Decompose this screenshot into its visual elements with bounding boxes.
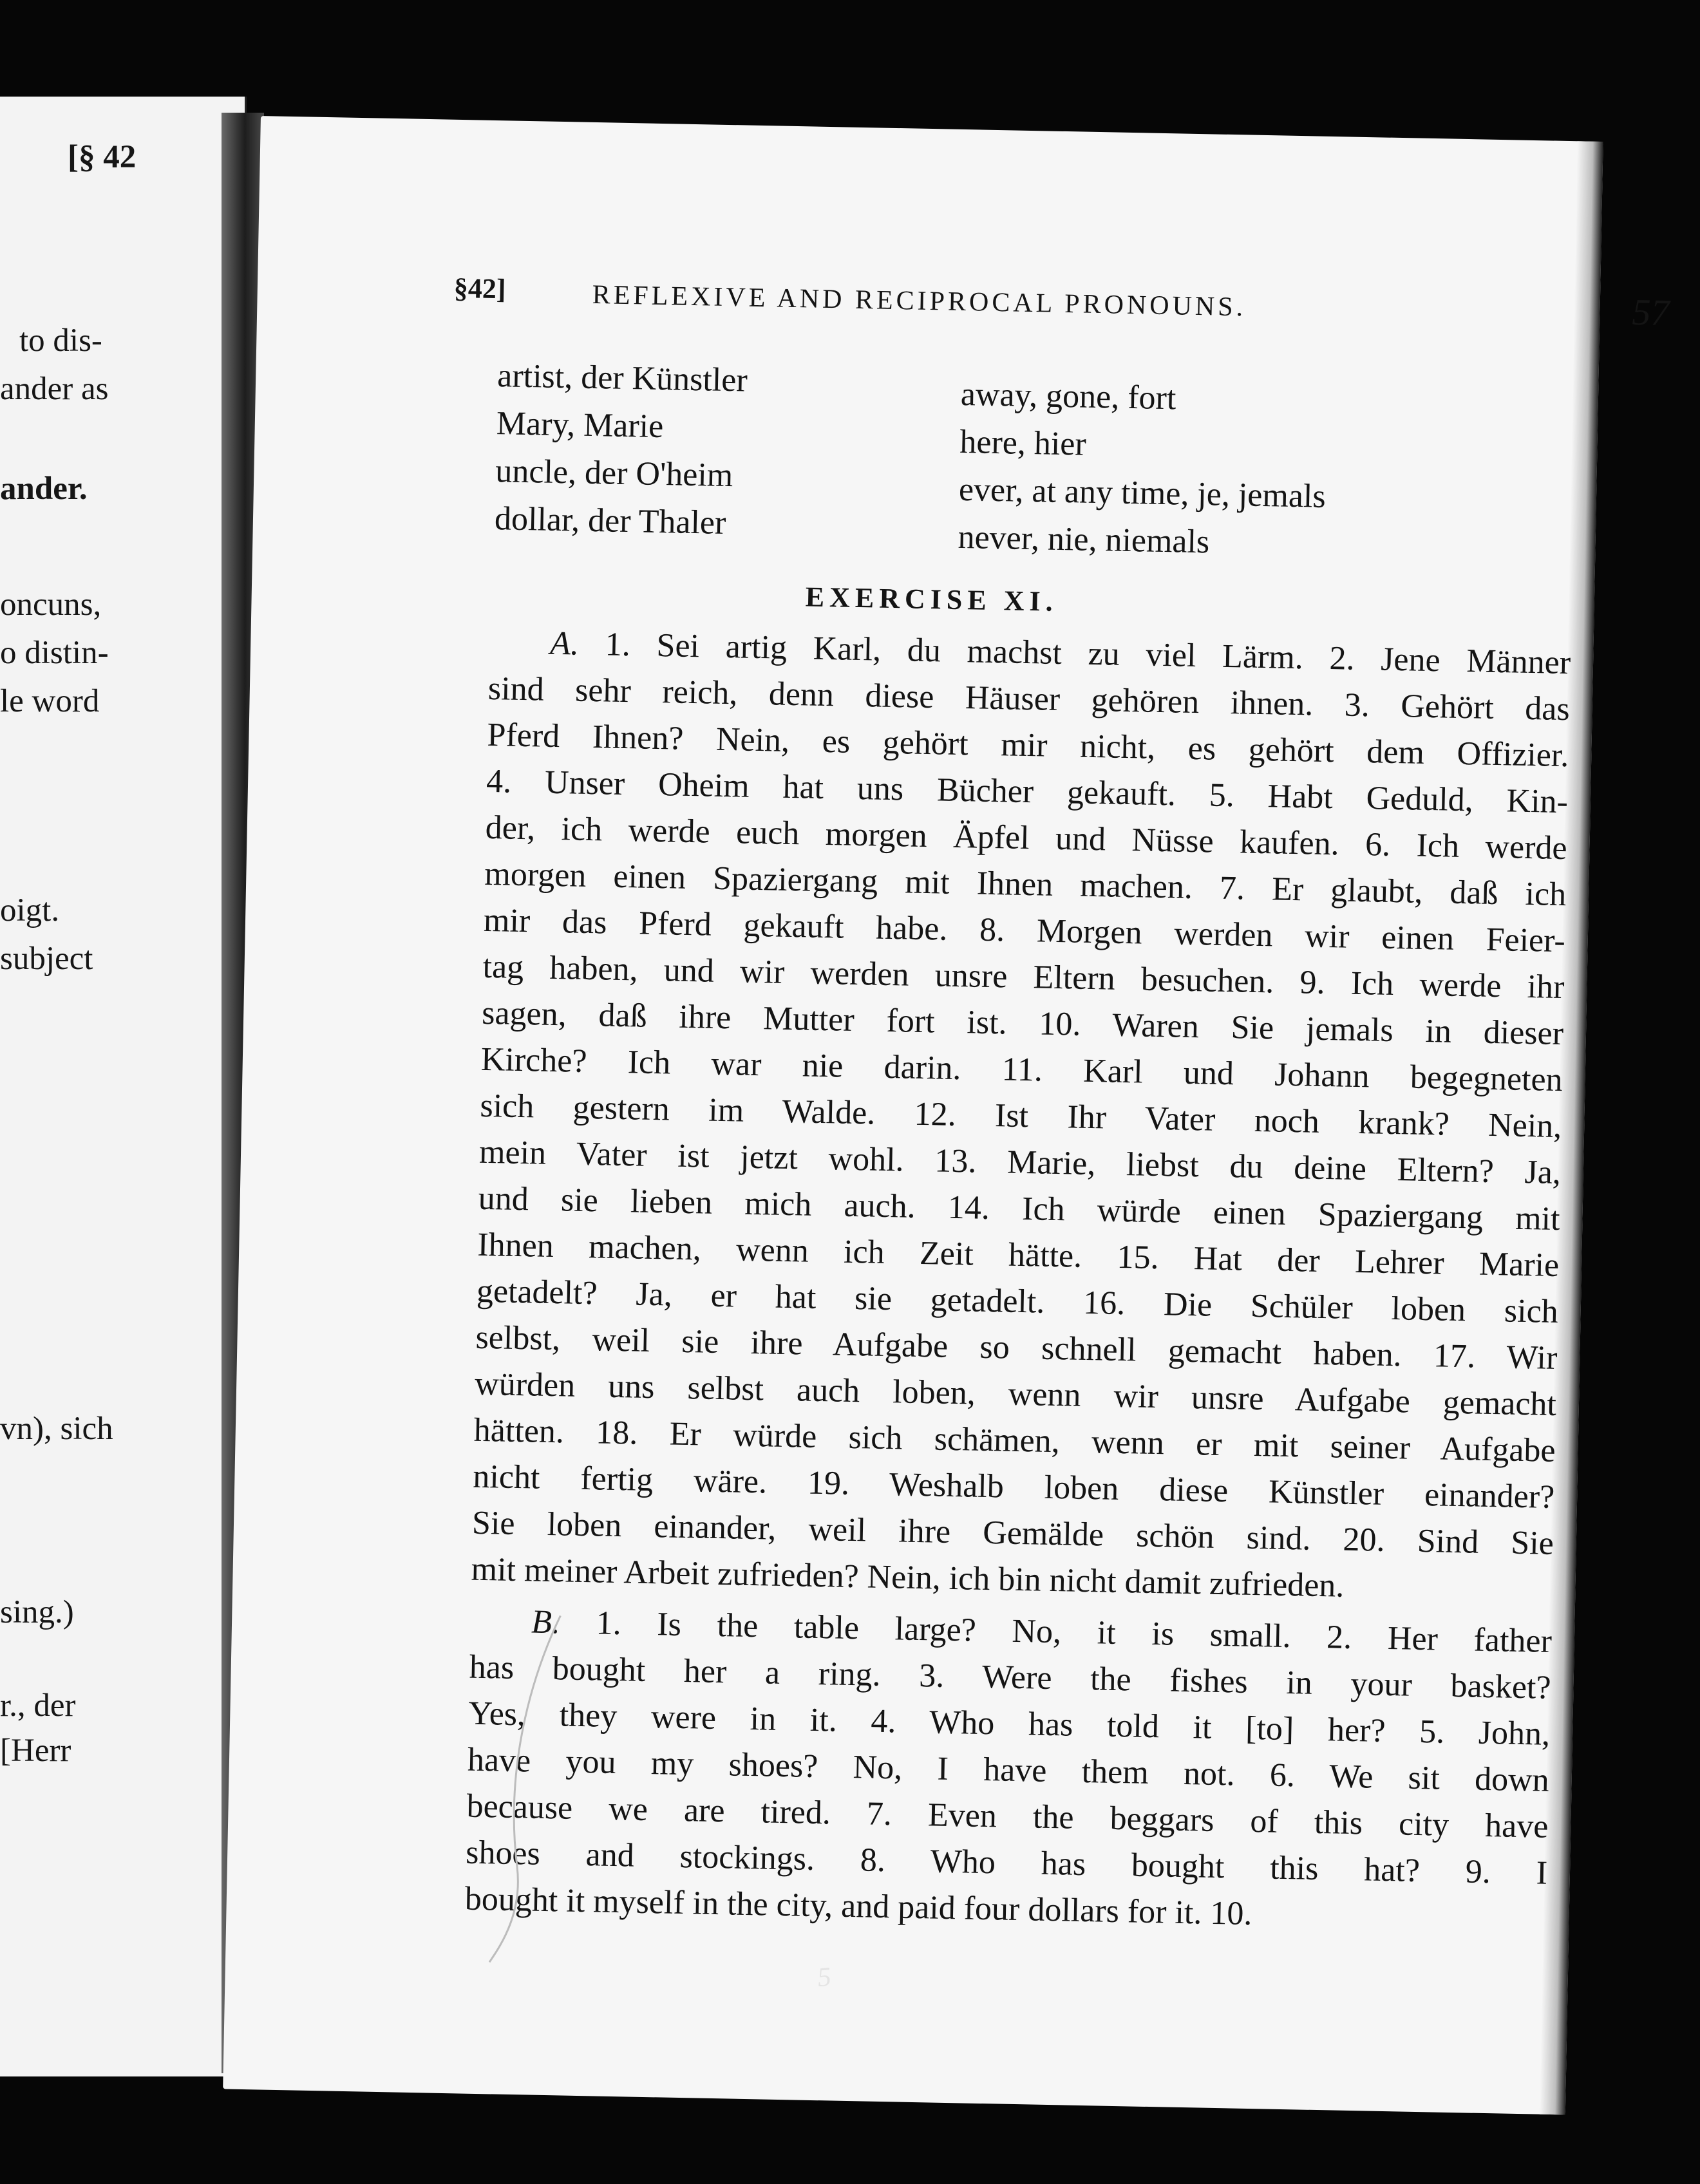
right-page — [223, 116, 1670, 2114]
line-text: mit meiner Arbeit zufrieden? Nein, ich bin nicht damit zufrieden. — [471, 1550, 1345, 1605]
left-page-line: r., der — [0, 1688, 76, 1724]
vocab-entry: artist, der Künstler — [496, 357, 748, 399]
line-text: morgen einen Spaziergang mit Ihnen machen. 7. Er glaubt, daß ich — [484, 855, 1567, 914]
line-text: Yes, they were in it. 4. Who has told it [to] her? 5. John, — [468, 1695, 1551, 1753]
left-page-line: oigt. — [0, 892, 60, 928]
vocab-entry: away, gone, fort — [960, 375, 1176, 417]
vocab-entry: ever, at any time, je, jemals — [958, 471, 1327, 515]
line-text: getadelt? Ja, er hat sie getadelt. 16. Die Schüler loben sich — [476, 1272, 1559, 1331]
line-text: because we are tired. 7. Even the beggars of this city have — [466, 1787, 1549, 1845]
part-label: B. — [531, 1603, 561, 1641]
line-text: 1. Is the table large? No, it is small. 2. Her father — [596, 1605, 1553, 1660]
line-text: sind sehr reich, denn diese Häuser gehören ihnen. 3. Gehört das — [487, 670, 1571, 728]
left-facing-page — [0, 97, 247, 2076]
line-text: selbst, weil sie ihre Aufgabe so schnell gemacht haben. 17. Wir — [475, 1319, 1558, 1377]
line-text: nicht fertig wäre. 19. Weshalb loben diese Künstler einander? — [472, 1458, 1555, 1516]
left-page-line: sing.) — [0, 1594, 74, 1630]
vocab-entry: never, nie, niemals — [958, 518, 1210, 561]
line-text: hätten. 18. Er würde sich schämen, wenn er mit seiner Aufgabe — [473, 1411, 1556, 1469]
line-text: tag haben, und wir werden unsre Eltern besuchen. 9. Ich werde ihr — [482, 948, 1565, 1006]
line-text: Ihnen machen, wenn ich Zeit hätte. 15. Hat der Lehrer Marie — [477, 1226, 1560, 1285]
line-text: sagen, daß ihre Mutter fort ist. 10. Waren Sie jemals in dieser — [481, 994, 1564, 1053]
line-text: have you my shoes? No, I have them not. 6. We sit down — [467, 1741, 1550, 1799]
page-number: 57 — [1631, 290, 1670, 334]
signature-mark: 5 — [816, 1962, 833, 1993]
left-page-line: o distin- — [0, 635, 109, 671]
line-text: bought it myself in the city, and paid four dollars for it. 10. — [464, 1880, 1252, 1933]
chapter-title: REFLEXIVE AND RECIPROCAL PRONOUNS. — [592, 279, 1247, 323]
left-page-line: [§ 42 — [68, 139, 137, 175]
section-reference: §42] — [453, 272, 507, 305]
left-page-line: oncuns, — [0, 587, 102, 623]
line-text: 4. Unser Oheim hat uns Bücher gekauft. 5. Habt Geduld, Kin- — [486, 762, 1569, 821]
line-text: shoes and stockings. 8. Who has bought this hat? 9. I — [465, 1834, 1548, 1892]
line-text: mir das Pferd gekauft habe. 8. Morgen werden wir einen Feier- — [483, 901, 1566, 960]
running-head — [453, 268, 1697, 337]
vocab-entry: here, hier — [959, 423, 1087, 463]
exercise-title: EXERCISE XI. — [805, 581, 1059, 617]
line-text: has bought her a ring. 3. Were the fishes in your basket? — [469, 1648, 1552, 1706]
line-text: Sie loben einander, weil ihre Gemälde schön sind. 20. Sind Sie — [471, 1504, 1554, 1562]
line-text: Kirche? Ich war nie darin. 11. Karl und Johann begegneten — [480, 1040, 1563, 1099]
exercise-body — [464, 619, 1571, 1943]
line-text: der, ich werde euch morgen Äpfel und Nüsse kaufen. 6. Ich werde — [485, 809, 1568, 867]
vocabulary-right-column — [958, 371, 1328, 569]
left-page-line: ander as — [0, 371, 109, 407]
line-text: Pferd Ihnen? Nein, es gehört mir nicht, es gehört dem Offizier. — [487, 716, 1569, 775]
left-page-line: le word — [0, 683, 100, 719]
line-text: 1. Sei artig Karl, du machst zu viel Lärm. 2. Jene Männer — [605, 626, 1571, 682]
pencil-mark — [477, 1608, 580, 1970]
vocab-entry: Mary, Marie — [496, 405, 664, 446]
left-page-line: subject — [0, 941, 93, 977]
left-page-line: to dis- — [19, 323, 102, 359]
vocab-entry: dollar, der Thaler — [494, 500, 726, 541]
left-page-line: vn), sich — [0, 1411, 113, 1447]
exercise-part-b — [464, 1598, 1552, 1943]
line-text: sich gestern im Walde. 12. Ist Ihr Vater noch krank? Nein, — [480, 1087, 1562, 1145]
left-page-line: ander. — [0, 471, 88, 507]
vocab-entry: uncle, der O'heim — [495, 453, 733, 494]
exercise-part-a — [471, 619, 1571, 1614]
part-label: A. — [549, 625, 580, 663]
line-text: würden uns selbst auch loben, wenn wir unsre Aufgabe gemacht — [474, 1365, 1557, 1423]
line-text: mein Vater ist jetzt wohl. 13. Marie, liebst du deine Eltern? Ja, — [478, 1133, 1562, 1192]
left-page-line: [Herr — [0, 1733, 71, 1769]
line-text: und sie lieben mich auch. 14. Ich würde einen Spaziergang mit — [478, 1180, 1561, 1238]
vocabulary-left-column — [494, 352, 748, 547]
